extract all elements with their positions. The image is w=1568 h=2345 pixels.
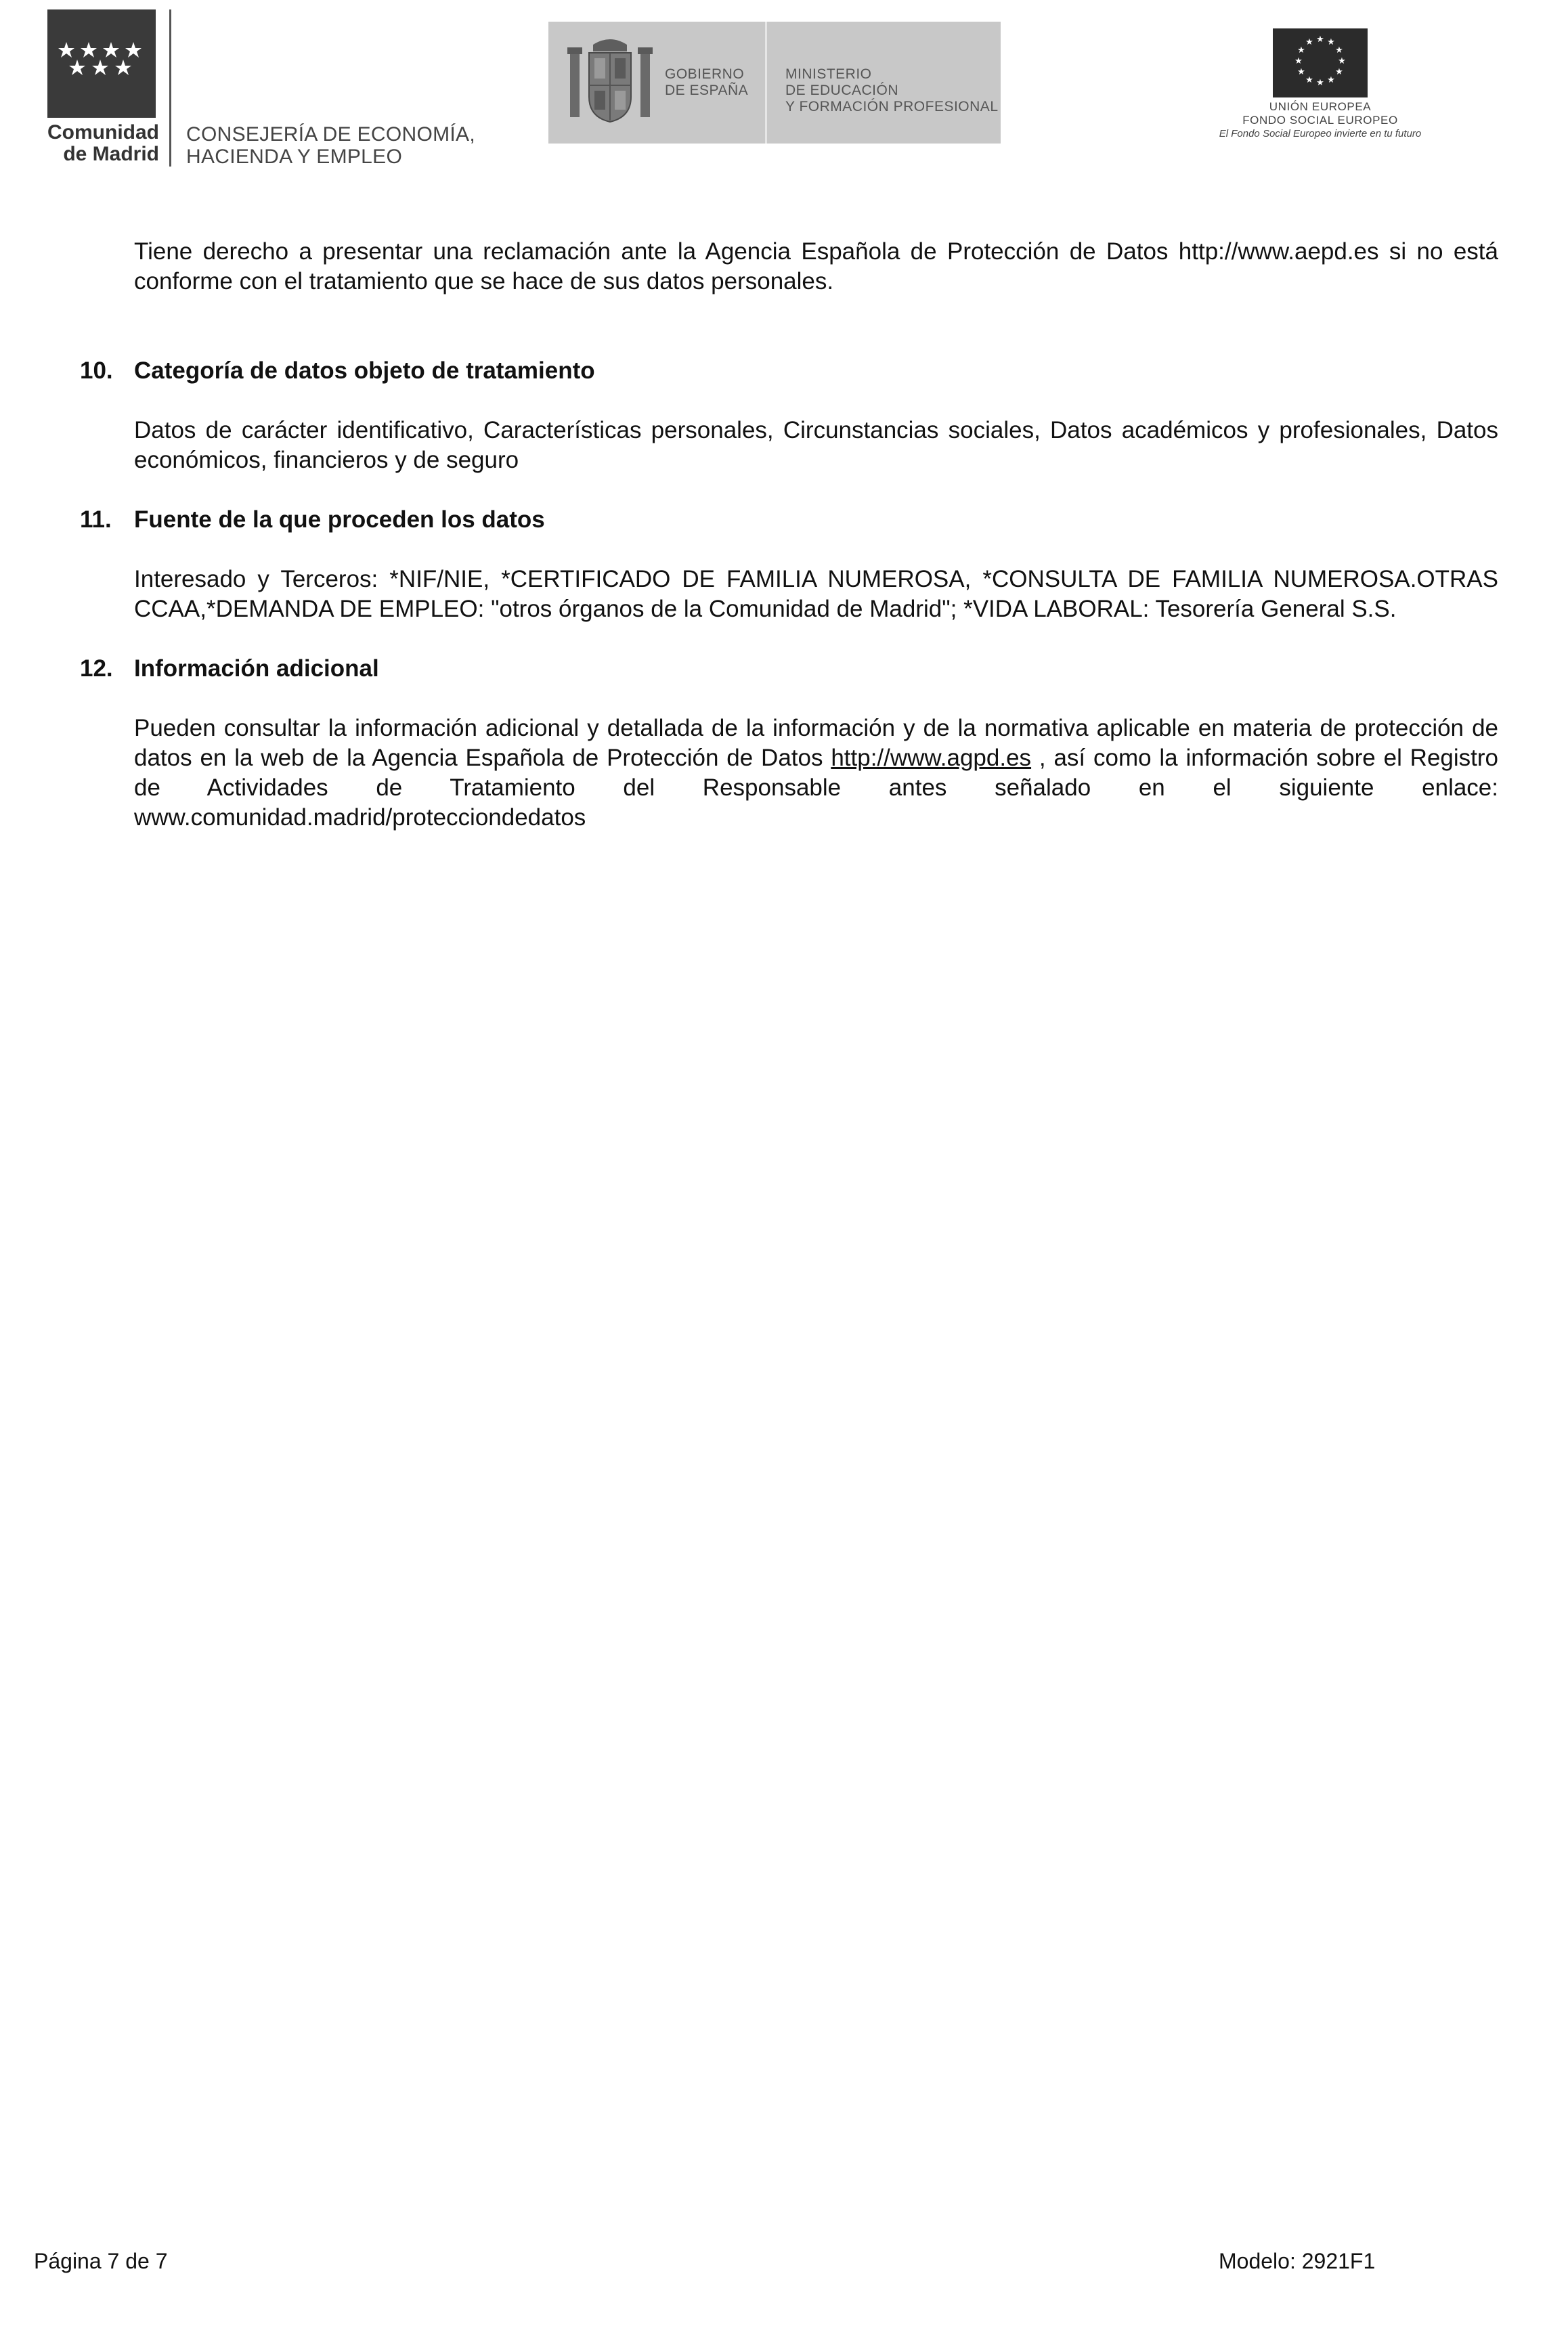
section-number: 12. — [80, 655, 113, 682]
consejeria-line1: CONSEJERÍA DE ECONOMÍA, — [186, 123, 475, 146]
svg-text:★: ★ — [1335, 67, 1343, 77]
svg-text:★: ★ — [1335, 45, 1343, 56]
gobierno-line1: GOBIERNO — [665, 66, 745, 82]
section-title: Categoría de datos objeto de tratamiento — [134, 357, 595, 384]
comunidad-name-line1: Comunidad — [47, 121, 159, 144]
svg-text:★: ★ — [1305, 37, 1313, 47]
ministerio-line1: MINISTERIO — [785, 66, 872, 82]
svg-text:★: ★ — [1316, 78, 1324, 88]
section-body — [134, 714, 1498, 833]
intro-paragraph: Tiene derecho a presentar una reclamación ante la Agencia Española de Protección de Datos http://www.aepd.es si no está conforme con el tratamiento que se hace de sus datos personales. — [134, 238, 1498, 294]
section-heading — [80, 356, 1502, 386]
section-number: 10. — [80, 357, 113, 384]
consejeria-name — [186, 123, 475, 168]
coat-of-arms-icon — [566, 32, 654, 131]
section-title: Información adicional — [134, 655, 379, 682]
ministerio-text — [785, 66, 999, 115]
agpd-link[interactable]: http://www.agpd.es — [831, 745, 1032, 771]
section-body-text: , así como la información sobre el Registro de Actividades de Tratamiento del Responsable antes señalado en el siguiente enlace: www.comunidad.madrid/protecciondedatos — [134, 745, 1499, 831]
eu-flag-icon — [1273, 28, 1368, 97]
svg-text:★: ★ — [1316, 35, 1324, 45]
consejeria-line2: HACIENDA Y EMPLEO — [186, 146, 403, 168]
section-heading — [80, 654, 1502, 684]
gobierno-line2: DE ESPAÑA — [665, 83, 749, 98]
page-number: Página 7 de 7 — [34, 2249, 168, 2273]
section-body: Interesado y Terceros: *NIF/NIE, *CERTIFICADO DE FAMILIA NUMEROSA, *CONSULTA DE FAMILIA NUMEROSA.OTRAS CCAA,*DEMANDA DE EMPLEO: "otros órganos de la Comunidad de Madrid"; *VIDA LABORAL: Tesorería General S.S. — [134, 566, 1498, 622]
section-body-text: Pueden consultar la información adicional y detallada de la información y de la normativa aplicable en materia de protección de datos en la web de la Agencia Española de Protección de Datos — [134, 715, 1498, 771]
svg-text:★: ★ — [1297, 67, 1305, 77]
svg-text:★: ★ — [1327, 37, 1335, 47]
header-divider — [169, 9, 171, 167]
ministerio-line3: Y FORMACIÓN PROFESIONAL — [785, 99, 999, 114]
ministerio-line2: DE EDUCACIÓN — [785, 83, 899, 98]
section-heading — [80, 505, 1502, 535]
model-number: Modelo: 2921F1 — [1219, 2249, 1376, 2273]
document-body — [80, 237, 1502, 833]
eu-text — [1205, 100, 1435, 141]
svg-text:★: ★ — [1294, 56, 1303, 66]
comunidad-madrid-logo — [47, 9, 156, 118]
gobierno-logo-separator — [765, 22, 767, 144]
svg-text:★: ★ — [1327, 75, 1335, 85]
gobierno-text — [665, 66, 748, 99]
svg-text:★: ★ — [1297, 45, 1305, 56]
eu-line2: FONDO SOCIAL EUROPEO — [1242, 114, 1398, 127]
comunidad-name-line2: de Madrid — [63, 143, 159, 165]
svg-text:★: ★ — [1338, 56, 1346, 66]
eu-tagline: El Fondo Social Europeo invierte en tu futuro — [1219, 128, 1422, 139]
section-body: Datos de carácter identificativo, Características personales, Circunstancias sociales, Datos académicos y profesionales, Datos económicos, financieros y de seguro — [134, 417, 1498, 473]
comunidad-madrid-name — [37, 122, 159, 165]
section-title: Fuente de la que proceden los datos — [134, 506, 545, 533]
svg-text:★: ★ — [1305, 75, 1313, 85]
eu-line1: UNIÓN EUROPEA — [1269, 100, 1372, 113]
madrid-stars-icon — [47, 9, 156, 118]
section-number: 11. — [80, 506, 112, 533]
